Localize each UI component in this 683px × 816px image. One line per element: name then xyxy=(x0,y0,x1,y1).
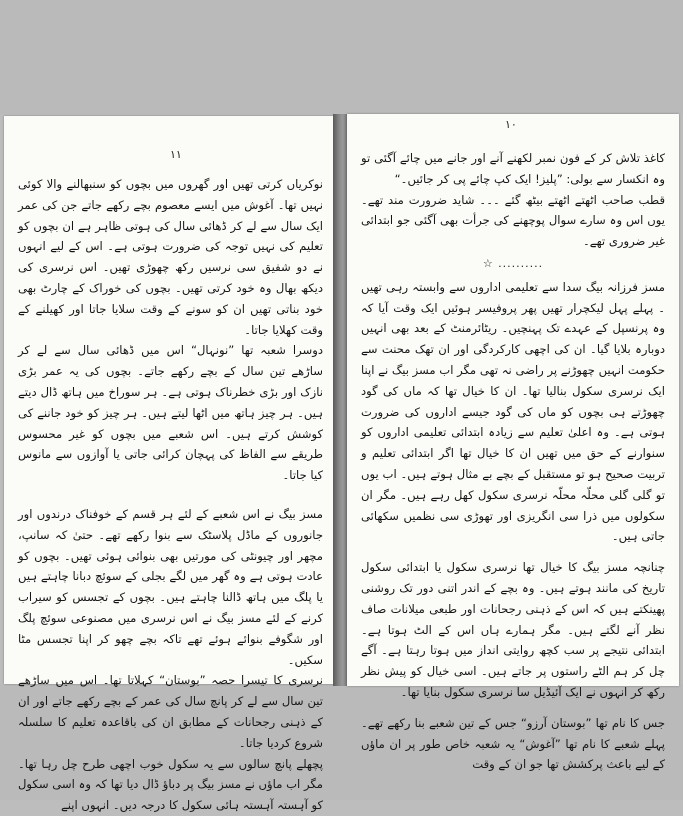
page-number-right: ۱۰ xyxy=(505,118,517,131)
right-page-text xyxy=(361,148,665,775)
background-top xyxy=(0,0,683,114)
left-paragraph-2: دوسرا شعبہ تھا ”نونہال“ اس میں ڈھائی سال سے لے کر ساڑھے تین سال کے بچے رکھے جاتے۔ بچوں کی یہ عمر بڑی نازک اور بڑی خطرناک ہوتی ہے۔ ہر سوراخ میں ہاتھ ڈال دیتے ہیں۔ ہر چیز ہاتھ میں اٹھا لیتے ہیں۔ ہر چیز کو خود جاننے کی کوشش کرتے ہیں۔ اس شعبے میں بچوں کو غیر محسوس طریقے سے الفاظ کی پہچان کرائی جاتی یا آوازوں سے مانوس کیا جاتا۔ xyxy=(18,343,323,483)
right-page xyxy=(347,114,679,772)
left-page-text xyxy=(18,174,323,816)
right-paragraph-3: جس کا نام تھا ”بوستان آرزو“ جس کے تین شعبے بنا رکھے تھے۔ پہلے شعبے کا نام تھا ”آغوش“ یہ شعبہ خاص طور پر ان ماؤں کے لیے باعث پرکشش تھا جو ان کے وقت xyxy=(361,715,665,772)
left-paragraph-5: پچھلے پانچ سالوں سے یہ سکول خوب اچھی طرح چل رہا تھا۔ مگر اب ماؤں نے مسز بیگ پر دباؤ ڈال دیا تھا کہ وہ اسی سکول کو آہستہ آہستہ ہائی سکول کا درجہ دیں۔ انہوں اپنے xyxy=(18,756,323,813)
section-divider: ☆ .......... xyxy=(482,256,544,270)
right-top-paragraph-2: قطب صاحب اٹھتے اٹھتے بیٹھ گئے ۔۔۔ شاید ضرورت مند تھے۔ یوں اس وہ سارے سوال پوچھنے کی جرأت بھی آگئی جو ابتدائی غیر ضروری تھے۔ xyxy=(361,192,665,249)
right-top-paragraph-1: کاغذ تلاش کر کے فون نمبر لکھنے آنے اور جانے میں چائے آگئی تو وہ انکسار سے بولی: ”پلیز! ایک کپ چائے پی کر جائیں۔“ xyxy=(361,151,665,186)
page-number-left: ۱۱ xyxy=(170,148,182,161)
left-page xyxy=(4,116,335,813)
right-paragraph-2: چنانچہ مسز بیگ کا خیال تھا نرسری سکول یا ابتدائی سکول تاریخ کی مانند ہوتے ہیں۔ وہ بچے کے اندر اتنی دور تک روشنی پھینکتے ہیں کہ اس کے ذہنی رجحانات اور طبعی میلانات صاف نظر آنے لگتے ہیں۔ مگر ہمارے ہاں اس کے الٹ ہوتا ہے۔ ابتدائی نتیجے پر سب کچھ روایتی انداز میں ہوتا رہتا ہے۔ آگے چل کر ہم الٹے راستوں پر جاتے ہیں۔ اسی خیال کو پیش نظر رکھ کر انہوں نے ایک آئیڈیل سا نرسری سکول بنایا تھا۔ xyxy=(361,560,665,699)
right-paragraph-1: مسز فرزانہ بیگ سدا سے تعلیمی اداروں سے وابستہ رہی تھیں ۔ پہلے پہل لیکچرار تھیں پھر پروفیسر ہوئیں ایک وقت آیا کہ وہ پرنسپل کے عہدے تک پہنچیں۔ ریٹائرمنٹ کے بعد بھی انہیں دوبارہ بلایا گیا۔ ان کی اچھی کارکردگی اور ان تھک محنت سے حکومت انہیں چھوڑنے پر راضی نہ تھی مگر اب مسز بیگ نے اپنا ایک نرسری سکول بنالیا تھا۔ ان کا خیال تھا کہ ماں کی گود چھوڑتے ہی بچوں کو ماں کی گود جیسے اداروں کی ضرورت ہوتی ہے۔ وہ اعلیٰ تعلیم سے زیادہ ابتدائی تعلیمی اداروں کو سنوارنے کے حق میں تھیں ان کا خیال تھا اگر ابتدائی تعلیم و تربیت صحیح ہو تو مستقبل کے بچے بے مثال ہوتے ہیں۔ اب یوں تو گلی گلی محلّہ محلّہ نرسری سکول کھل رہے ہیں۔ مگر ان سکولوں میں ذرا سی انگریزی اور تھوڑی سی نظمیں سکھائی جاتی ہیں۔ xyxy=(361,279,665,544)
left-paragraph-1: نوکریاں کرتی تھیں اور گھروں میں بچوں کو سنبھالنے والا کوئی نہیں تھا۔ آغوش میں ایسے معصوم بچے رکھے جاتے جن کی عمر ایک سال سے لے کر ڈھائی سال کی ہوتی ظاہر ہے ان بچوں کو تعلیم کی نہیں توجہ کی ضرورت ہوتی ہے۔ اس کے لیے انہوں نے دو شفیق سی نرسیں رکھ چھوڑی تھیں۔ اس نرسری کی دیکھ بھال وہ خود کرتی تھیں۔ بچوں کی خوراک کے چارٹ بھی خود بناتی تھیں ان کو سونے کے وقت سلایا جاتا اور کھیلنے کے وقت کھلایا جاتا۔ xyxy=(18,177,323,337)
left-paragraph-4: نرسری کا تیسرا حصہ ”بوستان“ کہلاتا تھا۔ اس میں ساڑھے تین سال سے لے کر پانچ سال کی عمر کے بچے رکھے جاتے اور ان کے ذہنی رجحانات کے مطابق ان کی باقاعدہ تعلیم کا سلسلہ شروع کردیا جاتا۔ xyxy=(18,673,323,750)
left-paragraph-3: مسز بیگ نے اس شعبے کے لئے ہر قسم کے خوفناک درندوں اور جانوروں کے ماڈل پلاسٹک سے بنوا رکھے تھے۔ حتیٰ کہ سانپ، مچھر اور چیونٹی کی مورتیں بھی بنوائی ہوئی تھیں۔ بچوں کو عادت ہوتی ہے وہ گھر میں لگے بجلی کے سوئچ دبانا چاہتے ہیں یا پلگ میں ہاتھ ڈالنا چاہتے ہیں۔ بچوں کے تجسس کو سیراب کرنے کے لئے مسز بیگ نے اس نرسری میں مصنوعی سوئچ پلگ اور شگوفے بنوائے ہوئے تھے تاکہ بچے چھو کر اپنا تجسس مٹا سکیں۔ xyxy=(18,506,323,667)
